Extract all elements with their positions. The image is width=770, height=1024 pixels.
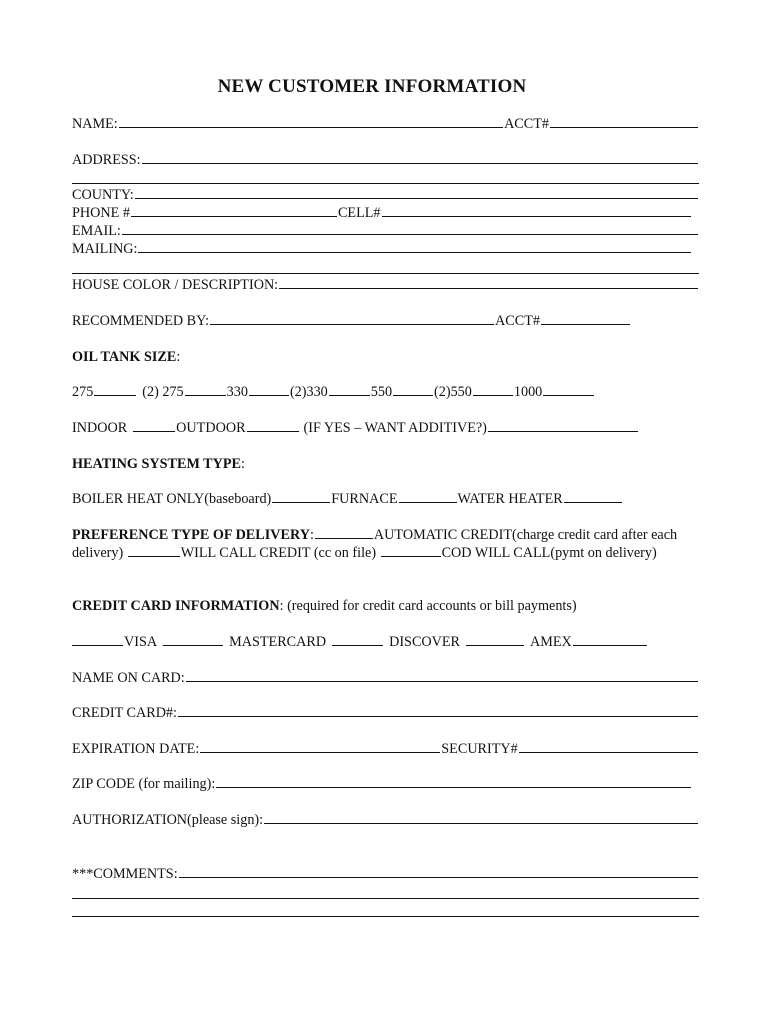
amex-field[interactable] (466, 634, 524, 646)
house-field[interactable] (279, 277, 698, 289)
outdoor-label: OUTDOOR (176, 420, 246, 436)
recommended-label: RECOMMENDED BY: (72, 313, 210, 329)
authorization-field[interactable] (264, 812, 698, 824)
phone-label: PHONE # (72, 205, 130, 221)
name-label: NAME: (72, 116, 118, 132)
address-field[interactable] (142, 152, 698, 164)
heating-heading: HEATING SYSTEM TYPE (72, 456, 241, 472)
comments-label: ***COMMENTS: (72, 866, 178, 882)
mailing-field[interactable] (138, 241, 691, 253)
oil-tank-sizes-row (72, 384, 699, 401)
will-call-label: WILL CALL CREDIT (cc on file) (180, 544, 377, 561)
size-330-field[interactable] (249, 384, 289, 396)
size-2x550-label: (2)550 (434, 384, 472, 400)
county-field[interactable] (135, 187, 698, 199)
size-2x275-label: (2) 275 (142, 384, 184, 400)
cod-label: COD WILL CALL(pymt on delivery) (441, 544, 657, 561)
visa-label: VISA (124, 634, 158, 650)
mastercard-label: MASTERCARD (229, 634, 327, 650)
size-550-field[interactable] (393, 384, 433, 396)
recommended-row (72, 313, 699, 330)
address-line-2[interactable] (72, 183, 699, 184)
mailing-line-2[interactable] (72, 273, 699, 274)
delivery-heading-colon: : (309, 527, 314, 543)
will-call-field[interactable] (128, 545, 180, 557)
discover-label: DISCOVER (389, 634, 461, 650)
amex-label: AMEX (530, 634, 572, 650)
expiration-field[interactable] (200, 741, 440, 753)
comments-field[interactable] (179, 866, 698, 878)
card-number-field[interactable] (178, 705, 698, 717)
county-row (72, 187, 699, 204)
furnace-label: FURNACE (331, 491, 398, 507)
cod-field[interactable] (381, 545, 441, 557)
indoor-label: INDOOR (72, 420, 128, 436)
security-field[interactable] (519, 741, 698, 753)
cell-field[interactable] (382, 205, 692, 217)
indoor-field[interactable] (133, 420, 175, 432)
comments-line-3[interactable] (72, 916, 699, 917)
security-label: SECURITY# (441, 741, 518, 757)
zip-field[interactable] (216, 776, 691, 788)
authorization-row (72, 812, 699, 829)
name-on-card-row (72, 670, 699, 687)
automatic-credit-label: AUTOMATIC CREDIT(charge credit card after each delivery) (72, 527, 678, 561)
credit-card-heading-row (72, 598, 699, 615)
additive-label: (IF YES – WANT ADDITIVE?) (303, 420, 487, 436)
additive-field[interactable] (488, 420, 638, 432)
furnace-field[interactable] (399, 491, 457, 503)
rec-acct-field[interactable] (541, 313, 630, 325)
credit-card-note: : (required for credit card accounts or bill payments) (279, 598, 577, 614)
recommended-field[interactable] (210, 313, 494, 325)
oil-tank-heading-row (72, 349, 699, 366)
house-row (72, 277, 699, 294)
delivery-heading: PREFERENCE TYPE OF DELIVERY (72, 527, 310, 543)
mailing-row (72, 241, 692, 258)
water-heater-field[interactable] (564, 491, 622, 503)
card-number-label: CREDIT CARD#: (72, 705, 177, 721)
size-1000-field[interactable] (543, 384, 594, 396)
name-field[interactable] (119, 116, 503, 128)
card-type-row (72, 634, 699, 651)
location-row (72, 420, 699, 437)
boiler-field[interactable] (272, 491, 330, 503)
zip-label: ZIP CODE (for mailing): (72, 776, 216, 792)
discover-field[interactable] (332, 634, 383, 646)
name-row (72, 116, 699, 133)
zip-row (72, 776, 692, 793)
card-number-row (72, 705, 699, 722)
expiration-row (72, 741, 699, 758)
comments-line-2[interactable] (72, 898, 699, 899)
email-label: EMAIL: (72, 223, 121, 239)
amex-line-field[interactable] (573, 634, 647, 646)
comments-row (72, 866, 699, 883)
size-2x275-field[interactable] (185, 384, 226, 396)
credit-card-heading: CREDIT CARD INFORMATION (72, 598, 280, 614)
expiration-label: EXPIRATION DATE: (72, 741, 200, 757)
visa-field[interactable] (72, 634, 123, 646)
oil-tank-heading-colon: : (176, 349, 181, 365)
address-label: ADDRESS: (72, 152, 141, 168)
name-on-card-field[interactable] (186, 670, 698, 682)
size-330-label: 330 (226, 384, 248, 400)
size-550-label: 550 (370, 384, 393, 400)
mastercard-field[interactable] (163, 634, 223, 646)
automatic-credit-field[interactable] (315, 527, 373, 539)
page-title: NEW CUSTOMER INFORMATION (217, 76, 527, 97)
size-275-field[interactable] (94, 384, 136, 396)
oil-tank-heading: OIL TANK SIZE (72, 349, 177, 365)
authorization-label: AUTHORIZATION(please sign): (72, 812, 264, 828)
boiler-label: BOILER HEAT ONLY(baseboard) (72, 491, 272, 507)
heating-options-row (72, 491, 699, 508)
water-heater-label: WATER HEATER (457, 491, 563, 507)
cell-label: CELL# (337, 205, 381, 221)
acct-label: ACCT# (504, 116, 549, 132)
name-on-card-label: NAME ON CARD: (72, 670, 185, 686)
outdoor-field[interactable] (247, 420, 299, 432)
delivery-paragraph (72, 527, 692, 562)
size-2x330-label: (2)330 (289, 384, 328, 400)
heating-heading-colon: : (240, 456, 245, 472)
size-2x550-field[interactable] (473, 384, 513, 396)
email-row (72, 223, 699, 240)
email-field[interactable] (122, 223, 698, 235)
size-275-label: 275 (72, 384, 94, 400)
acct-field[interactable] (550, 116, 698, 128)
county-label: COUNTY: (72, 187, 134, 203)
size-2x330-field[interactable] (329, 384, 370, 396)
phone-row (72, 205, 692, 222)
rec-acct-label: ACCT# (495, 313, 540, 329)
address-row (72, 152, 699, 169)
phone-field[interactable] (131, 205, 337, 217)
mailing-label: MAILING: (72, 241, 138, 257)
house-label: HOUSE COLOR / DESCRIPTION: (72, 277, 279, 293)
size-1000-label: 1000 (513, 384, 543, 400)
heating-heading-row (72, 456, 699, 473)
